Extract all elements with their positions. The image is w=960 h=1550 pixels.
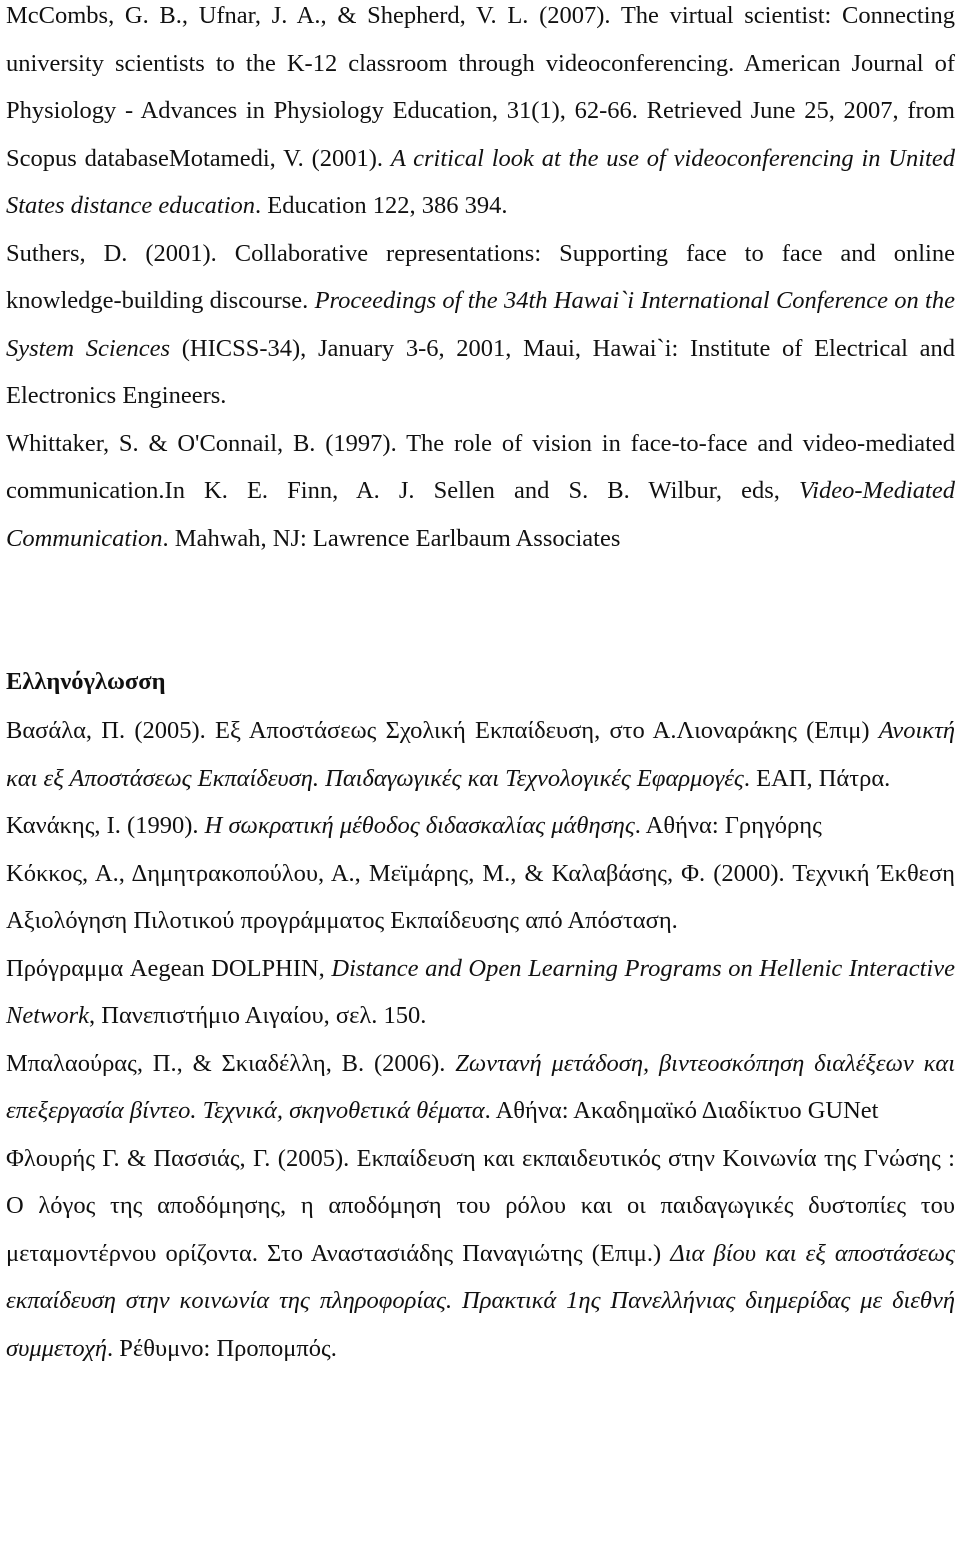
- reference-entry: [6, 1135, 955, 1373]
- reference-entry: [6, 230, 955, 420]
- reference-entry: [6, 1040, 955, 1135]
- reference-entry: [6, 420, 955, 563]
- reference-entry: [6, 945, 955, 1040]
- reference-entry: [6, 707, 955, 802]
- reference-title: Ζωντανή μετάδοση, βιντεοσκόπηση διαλέξεων και επεξεργασία βίντεο. Τεχνικά, σκηνοθετικά θέματα: [6, 1049, 956, 1124]
- reference-text: . Αθήνα: Γρηγόρης: [634, 812, 822, 839]
- reference-text: . Αθήνα: Ακαδημαϊκό Διαδίκτυο GUNet: [484, 1097, 879, 1124]
- reference-text: , Πανεπιστήμιο Αιγαίου, σελ. 150.: [89, 1002, 427, 1029]
- reference-entry: [6, 802, 955, 850]
- reference-text: Whittaker, S. & O'Connail, B. (1997). The role of vision in face-to-face and video-mediated communication.In K. E. Finn, A. J. Sellen and S. B. Wilbur, eds,: [6, 429, 955, 504]
- section-heading: Ελληνόγλωσση: [6, 668, 166, 695]
- reference-text: . Mahwah, NJ: Lawrence Earlbaum Associates: [162, 524, 621, 552]
- reference-text: Μπαλαούρας, Π., & Σκιαδέλλη, Β. (2006).: [6, 1049, 456, 1077]
- reference-title: Δια βίου και εξ αποστάσεως εκπαίδευση στην κοινωνία της πληροφορίας. Πρακτικά 1ης Πανελλήνιας διημερίδας με διεθνή συμμετοχή: [6, 1239, 955, 1362]
- reference-title: Η σωκρατική μέθοδος διδασκαλίας μάθησης: [204, 812, 635, 839]
- reference-text: Φλουρής Γ. & Πασσιάς, Γ. (2005). Εκπαίδευση και εκπαιδευτικός στην Κοινωνία της Γνώσης : Ο λόγος της αποδόμησης, η αποδόμηση του ρόλου και οι παιδαγωγικές δυστοπίες του μεταμοντέρνου ορίζοντα. Στο Αναστασιάδης Παναγιώτης (Επιμ.): [6, 1144, 955, 1267]
- reference-title: Distance and Open Learning Programs on Hellenic Interactive Network: [6, 954, 955, 1029]
- reference-title: A critical look at the use of videoconferencing in United States distance education: [6, 144, 955, 219]
- reference-text: Βασάλα, Π. (2005). Εξ Αποστάσεως Σχολική Εκπαίδευση, στο Α.Λιοναράκης (Επιμ): [6, 717, 879, 744]
- reference-title: Ανοικτή και εξ Αποστάσεως Εκπαίδευση. Παιδαγωγικές και Τεχνολογικές Εφαρμογές: [6, 717, 955, 792]
- reference-text: (HICSS-34), January 3-6, 2001, Maui, Hawai`i: Institute of Electrical and Electronics Engineers.: [6, 334, 955, 409]
- reference-text: Κανάκης, Ι. (1990).: [6, 812, 205, 839]
- reference-text: Πρόγραμμα Aegean DOLPHIN,: [6, 954, 332, 982]
- reference-title: Proceedings of the 34th Hawai`i International Conference on the System Sciences: [6, 287, 955, 362]
- reference-text: McCombs, G. B., Ufnar, J. A., & Shepherd, V. L. (2007). The virtual scientist: Connecting university scientists to the K-12 classroom through videoconferencing. American Journal of Physiology - Advances in Physiology Education, 31(1), 62-66. Retrieved June 25, 2007, from Scopus databaseMotamedi, V. (2001).: [6, 2, 955, 172]
- reference-text: Κόκκος, Α., Δημητρακοπούλου, Α., Μεϊμάρης, Μ., & Καλαβάσης, Φ. (2000). Τεχνική Έκθεση Αξιολόγηση Πιλοτικού προγράμματος Εκπαίδευσης από Απόσταση.: [6, 859, 955, 934]
- greek-references-section: [6, 658, 955, 1372]
- reference-title: Video-Mediated Communication: [6, 477, 955, 552]
- reference-text: . Education 122, 386 394.: [255, 192, 508, 219]
- reference-text: Suthers, D. (2001). Collaborative representations: Supporting face to face and online knowledge-building discourse.: [6, 239, 955, 314]
- reference-text: . Ρέθυμνο: Προπομπός.: [107, 1334, 337, 1362]
- reference-entry: [6, 850, 955, 945]
- reference-entry: [6, 0, 955, 230]
- reference-text: . ΕΑΠ, Πάτρα.: [743, 764, 891, 792]
